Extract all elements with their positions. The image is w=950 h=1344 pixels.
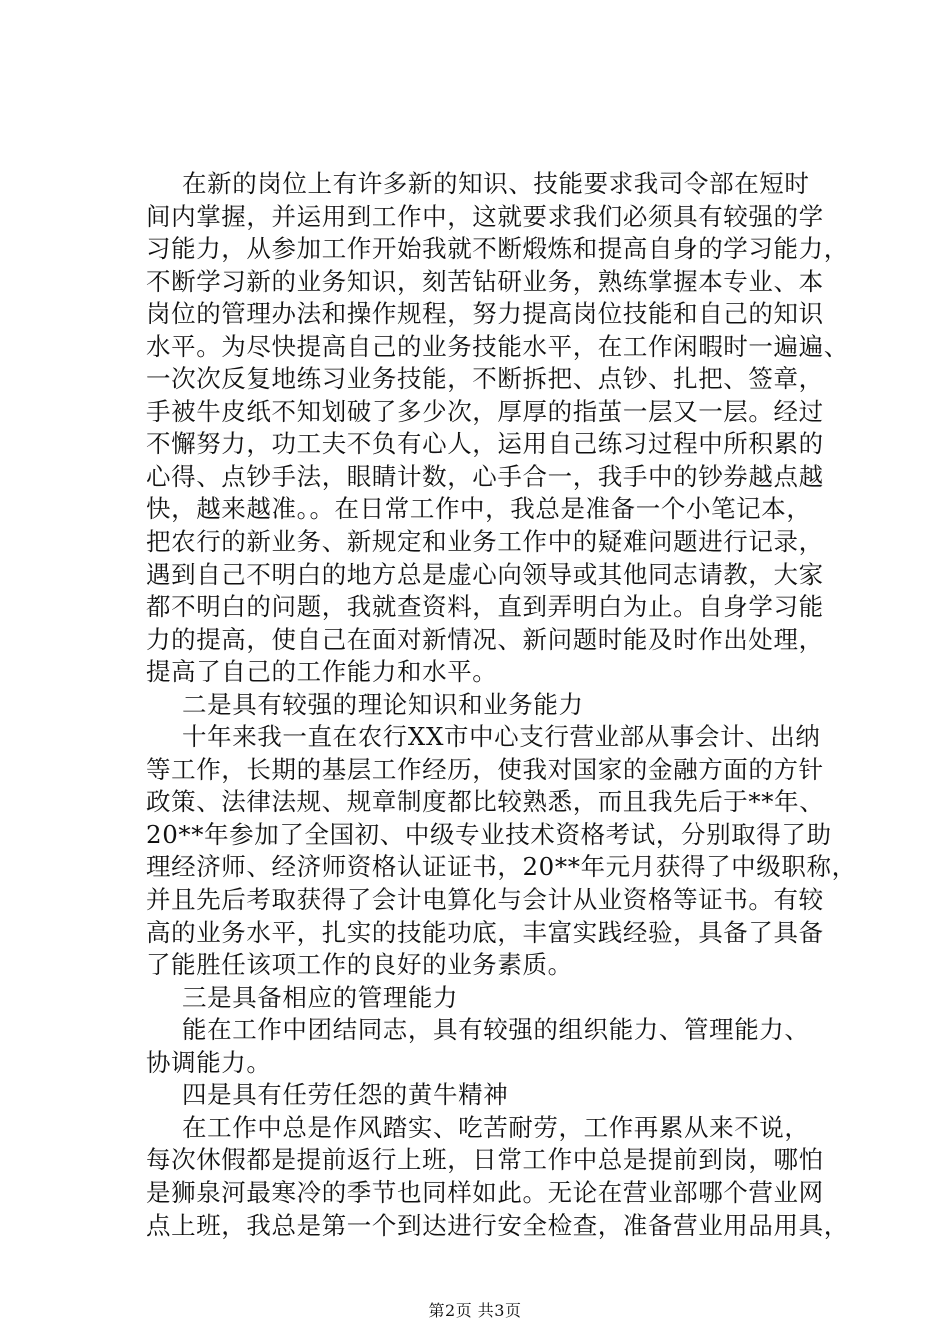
paragraph-line: 等工作，长期的基层工作经历，使我对国家的金融方面的方针	[146, 754, 824, 784]
paragraph-line: 力的提高，使自己在面对新情况、新问题时能及时作出处理，	[146, 624, 824, 654]
section-heading: 四是具有任劳任怨的黄牛精神	[182, 1080, 509, 1110]
paragraph-line: 不懈努力，功工夫不负有心人，运用自己练习过程中所积累的	[146, 429, 824, 459]
paragraph-line: 手被牛皮纸不知划破了多少次，厚厚的指茧一层又一层。经过	[146, 396, 824, 426]
paragraph-line: 岗位的管理办法和操作规程，努力提高岗位技能和自己的知识	[146, 299, 824, 329]
paragraph-line: 在工作中总是作风踏实、吃苦耐劳，工作再累从来不说，	[182, 1112, 810, 1142]
section-heading: 二是具有较强的理论知识和业务能力	[182, 689, 584, 719]
paragraph-line: 政策、法律法规、规章制度都比较熟悉，而且我先后于**年、	[146, 787, 825, 817]
section-heading: 三是具备相应的管理能力	[182, 982, 459, 1012]
paragraph-line: 每次休假都是提前返行上班，日常工作中总是提前到岗，哪怕	[146, 1145, 824, 1175]
paragraph-line: 一次次反复地练习业务技能，不断拆把、点钞、扎把、签章，	[146, 364, 824, 394]
paragraph-line: 快，越来越准。。在日常工作中，我总是准备一个小笔记本，	[146, 494, 812, 524]
document-body	[146, 168, 857, 1242]
paragraph-line: 20**年参加了全国初、中级专业技术资格考试，分别取得了助	[146, 819, 832, 849]
paragraph-line: 间内掌握，并运用到工作中，这就要求我们必须具有较强的学	[146, 201, 824, 231]
paragraph-line: 能在工作中团结同志，具有较强的组织能力、管理能力、	[182, 1015, 810, 1045]
paragraph-line: 在新的岗位上有许多新的知识、技能要求我司令部在短时	[182, 169, 810, 198]
paragraph-line: 十年来我一直在农行XX市中心支行营业部从事会计、出纳	[182, 722, 821, 752]
paragraph-line: 提高了自己的工作能力和水平。	[146, 657, 498, 687]
paragraph-line: 把农行的新业务、新规定和业务工作中的疑难问题进行记录，	[146, 527, 824, 557]
page-number-footer: 第2页 共3页	[428, 1301, 522, 1320]
paragraph-line: 不断学习新的业务知识，刻苦钻研业务，熟练掌握本专业、本	[146, 266, 824, 296]
paragraph-line: 高的业务水平，扎实的技能功底，丰富实践经验，具备了具备	[146, 917, 824, 947]
paragraph-line: 水平。为尽快提高自己的业务技能水平，在工作闲暇时一遍遍、	[146, 331, 849, 361]
paragraph-line: 协调能力。	[146, 1047, 272, 1077]
paragraph-line: 心得、点钞手法，眼睛计数，心手合一，我手中的钞券越点越	[146, 461, 824, 491]
paragraph-line: 是狮泉河最寒冷的季节也同样如此。无论在营业部哪个营业网	[146, 1177, 824, 1207]
paragraph-line: 并且先后考取获得了会计电算化与会计从业资格等证书。有较	[146, 885, 824, 915]
paragraph-line: 点上班，我总是第一个到达进行安全检查，准备营业用品用具，	[146, 1210, 849, 1240]
paragraph-line: 理经济师、经济师资格认证证书，20**年元月获得了中级职称，	[146, 852, 857, 882]
paragraph-line: 都不明白的问题，我就查资料，直到弄明白为止。自身学习能	[146, 592, 824, 622]
paragraph-line: 了能胜任该项工作的良好的业务素质。	[146, 950, 573, 980]
paragraph-line: 习能力，从参加工作开始我就不断煅炼和提高自身的学习能力，	[146, 234, 849, 264]
paragraph-line: 遇到自己不明白的地方总是虚心向领导或其他同志请教，大家	[146, 559, 824, 589]
